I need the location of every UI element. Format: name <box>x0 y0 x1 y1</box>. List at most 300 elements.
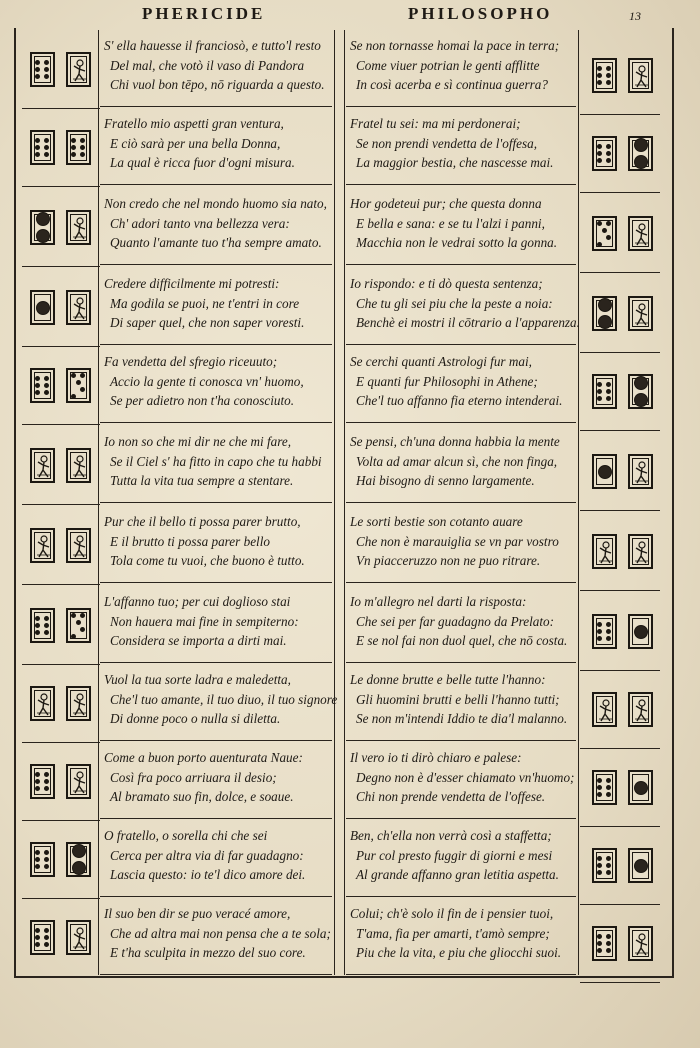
verse-line: Pur col presto fuggir di giorni e mesi <box>356 847 553 863</box>
dice-six-icon <box>592 58 617 93</box>
row-rule <box>346 582 576 583</box>
verse-line: Tola come tu vuoi, che buono è tutto. <box>110 553 305 568</box>
verse-tercet <box>104 670 337 729</box>
verse-tercet <box>350 826 559 885</box>
pip <box>44 383 49 388</box>
verse-line: E bella e sana: e se tu l'alzi i panni, <box>356 215 545 231</box>
verse-line: Fratel tu sei: ma mi perdonerai; <box>350 116 521 131</box>
row-rule <box>22 186 100 187</box>
figure-woodcut-icon <box>633 221 650 248</box>
verse-line: Se non tornasse homai la pace in terra; <box>350 38 560 53</box>
pip <box>35 786 40 791</box>
pip <box>606 941 611 946</box>
pip <box>44 630 49 635</box>
dice-figure-icon <box>628 296 653 331</box>
column-divider <box>334 30 335 975</box>
verse-line: Non credo che nel mondo huomo sia nato, <box>104 196 327 211</box>
pip <box>44 850 49 855</box>
pip <box>597 396 602 401</box>
row-rule <box>22 504 100 505</box>
verse-line: In così acerba e sì continua guerra? <box>356 77 548 92</box>
pip <box>606 792 611 797</box>
dice-one-icon <box>30 290 55 325</box>
verse-line: Le sorti bestie son cotanto auare <box>350 514 523 529</box>
pip <box>634 781 648 795</box>
pip <box>606 80 611 85</box>
dice-six-icon <box>592 374 617 409</box>
pip <box>80 613 85 618</box>
row-rule <box>100 818 332 819</box>
row-rule <box>22 108 100 109</box>
pip <box>35 145 40 150</box>
verse-line: Fa vendetta del sfregio riceuuto; <box>104 354 278 369</box>
dice-figure-icon <box>628 454 653 489</box>
figure-woodcut-icon <box>633 697 650 724</box>
row-rule <box>100 582 332 583</box>
pip <box>71 373 76 378</box>
dice-one-icon <box>628 848 653 883</box>
row-rule <box>346 106 576 107</box>
verse-line: Ch' adori tanto vna bellezza vera: <box>110 215 290 231</box>
row-rule <box>100 184 332 185</box>
figure-woodcut-icon <box>71 769 88 796</box>
verse-tercet <box>104 194 327 253</box>
row-rule <box>100 422 332 423</box>
pip <box>44 928 49 933</box>
verse-line: Che'l tuo affanno fia eterno intenderai. <box>356 393 563 408</box>
running-head-left: PHERICIDE <box>142 4 266 23</box>
pip <box>35 67 40 72</box>
verse-line: E t'ha sculpita in mezzo del suo core. <box>110 945 306 960</box>
pip <box>634 625 648 639</box>
dice-figure-icon <box>592 692 617 727</box>
verse-tercet <box>350 670 567 729</box>
dice-six-icon <box>30 368 55 403</box>
row-rule <box>346 662 576 663</box>
verse-line: Pur che il bello ti possa parer brutto, <box>104 514 301 529</box>
figure-woodcut-icon <box>633 539 650 566</box>
pip <box>598 315 612 329</box>
verse-line: Vuol la tua sorte ladra e maledetta, <box>104 672 291 687</box>
pip <box>80 627 85 632</box>
pip <box>44 864 49 869</box>
pip <box>597 73 602 78</box>
row-rule <box>580 826 660 827</box>
pip <box>597 941 602 946</box>
row-rule <box>580 272 660 273</box>
pip <box>597 870 602 875</box>
verse-tercet <box>350 36 559 95</box>
verse-tercet <box>350 352 562 411</box>
row-rule <box>346 344 576 345</box>
dice-figure-icon <box>66 290 91 325</box>
dice-figure-icon <box>66 52 91 87</box>
verse-tercet <box>350 114 553 173</box>
row-rule <box>100 662 332 663</box>
dice-six-icon <box>592 770 617 805</box>
dice-five-icon <box>592 216 617 251</box>
figure-woodcut-icon <box>71 215 88 242</box>
dice-figure-icon <box>628 692 653 727</box>
dice-figure-icon <box>628 58 653 93</box>
verse-line: Io m'allegro nel darti la risposta: <box>350 594 527 609</box>
pip <box>35 928 40 933</box>
pip <box>76 380 81 385</box>
row-rule <box>22 266 100 267</box>
verse-line: Se non m'intendi Iddio te dia'l malanno. <box>356 711 568 726</box>
verse-tercet <box>350 592 567 651</box>
figure-woodcut-icon <box>71 533 88 560</box>
pip <box>606 856 611 861</box>
row-rule <box>22 584 100 585</box>
verse-line: Al grande affanno gran letitia aspetta. <box>356 867 559 882</box>
pip <box>35 390 40 395</box>
verse-tercet <box>104 352 304 411</box>
pip <box>606 870 611 875</box>
row-rule <box>580 590 660 591</box>
row-rule <box>100 974 332 975</box>
pip <box>80 145 85 150</box>
verse-line: Piu che la vita, e piu che gliocchi suoi. <box>356 945 562 960</box>
verse-line: Volta ad amar alcun sì, che non finga, <box>356 453 558 469</box>
verse-line: E quanti fur Philosophi in Athene; <box>356 373 538 389</box>
row-rule <box>580 510 660 511</box>
pip <box>44 935 49 940</box>
verse-line: Che sei per far guadagno da Prelato: <box>356 613 555 629</box>
verse-line: Che'l tuo amante, il tuo diuo, il tuo signore <box>110 691 338 707</box>
row-rule <box>580 192 660 193</box>
pip <box>634 376 648 390</box>
pip <box>71 634 76 639</box>
figure-woodcut-icon <box>633 63 650 90</box>
pip <box>35 152 40 157</box>
page-number: 13 <box>629 9 641 23</box>
pip <box>606 622 611 627</box>
dice-six-icon <box>66 130 91 165</box>
row-rule <box>580 670 660 671</box>
pip <box>597 221 602 226</box>
pip <box>606 66 611 71</box>
dice-figure-icon <box>30 686 55 721</box>
pip <box>44 857 49 862</box>
verse-tercet <box>104 826 305 885</box>
pip <box>35 857 40 862</box>
figure-woodcut-icon <box>71 691 88 718</box>
verse-line: Così fra poco arriuara il desio; <box>110 769 277 785</box>
dice-figure-icon <box>30 528 55 563</box>
dice-six-icon <box>592 136 617 171</box>
verse-line: Gli huomini brutti e belli l'hanno tutti; <box>356 691 560 707</box>
verse-line: Al bramato suo fin, dolce, e soaue. <box>110 789 294 804</box>
dice-two-icon <box>592 296 617 331</box>
pip <box>36 212 50 226</box>
dice-six-icon <box>30 764 55 799</box>
verse-tercet <box>104 432 322 491</box>
verse-line: S' ella hauesse il franciosò, e tutto'l resto <box>104 38 321 53</box>
pip <box>44 390 49 395</box>
row-rule <box>22 898 100 899</box>
verse-line: Colui; ch'è solo il fin de i pensier tuoi, <box>350 906 554 921</box>
pip <box>606 235 611 240</box>
pip <box>598 298 612 312</box>
row-rule <box>22 976 100 977</box>
dice-one-icon <box>592 454 617 489</box>
figure-woodcut-icon <box>71 57 88 84</box>
pip <box>76 620 81 625</box>
dice-one-icon <box>628 770 653 805</box>
dice-six-icon <box>592 848 617 883</box>
pip <box>35 850 40 855</box>
row-rule <box>100 344 332 345</box>
row-rule <box>22 664 100 665</box>
pip <box>597 382 602 387</box>
verse-line: Benchè ei mostri il cōtrario a l'apparenza. <box>356 315 580 330</box>
pip <box>35 779 40 784</box>
verse-tercet <box>104 114 295 173</box>
figure-woodcut-icon <box>633 459 650 486</box>
dice-figure-icon <box>66 686 91 721</box>
pip <box>606 73 611 78</box>
verse-line: Chi vuol bon tēpo, nō riguarda a questo. <box>110 77 325 92</box>
dice-six-icon <box>592 926 617 961</box>
pip <box>606 144 611 149</box>
row-rule <box>346 740 576 741</box>
pip <box>597 863 602 868</box>
dice-figure-icon <box>628 534 653 569</box>
row-rule <box>22 346 100 347</box>
verse-line: Chi non prende vendetta de l'offese. <box>356 789 546 804</box>
pip <box>72 861 86 875</box>
pip <box>35 616 40 621</box>
verse-line: La maggior bestia, che nascesse mai. <box>356 155 554 170</box>
verse-line: Ma godila se puoi, ne t'entri in core <box>110 295 300 311</box>
row-rule <box>100 740 332 741</box>
row-rule <box>580 904 660 905</box>
verse-line: Credere difficilmente mi potresti: <box>104 276 280 291</box>
pip <box>606 221 611 226</box>
pip <box>72 844 86 858</box>
dice-figure-icon <box>592 534 617 569</box>
pip <box>44 138 49 143</box>
dice-six-icon <box>30 920 55 955</box>
pip <box>44 60 49 65</box>
pip <box>606 636 611 641</box>
row-rule <box>346 818 576 819</box>
verse-line: Fratello mio aspetti gran ventura, <box>104 116 284 131</box>
figure-woodcut-icon <box>597 697 614 724</box>
pip <box>71 145 76 150</box>
row-rule <box>580 114 660 115</box>
verse-line: Quanto l'amante tuo t'ha sempre amato. <box>110 235 322 250</box>
verse-line: T'ama, fia per amarti, t'amò sempre; <box>356 925 550 941</box>
verse-tercet <box>350 512 559 571</box>
pip <box>597 242 602 247</box>
figure-woodcut-icon <box>633 931 650 958</box>
dice-six-icon <box>30 130 55 165</box>
verse-line: Macchia non le vedrai sotto la gonna. <box>356 235 558 250</box>
verse-line: Hai bisogno di senno largamente. <box>356 473 535 488</box>
verse-line: Come viuer potrian le genti afflitte <box>356 57 540 73</box>
pip <box>606 158 611 163</box>
verse-line: Il suo ben dir se puo veracé amore, <box>104 906 291 921</box>
pip <box>80 387 85 392</box>
pip <box>80 152 85 157</box>
pip <box>36 229 50 243</box>
pip <box>80 138 85 143</box>
verse-tercet <box>104 748 303 807</box>
pip <box>44 67 49 72</box>
pip <box>44 786 49 791</box>
pip <box>597 158 602 163</box>
pip <box>597 948 602 953</box>
verse-line: Come a buon porto auenturata Naue: <box>104 750 303 765</box>
verse-line: L'affanno tuo; per cui doglioso stai <box>104 594 291 609</box>
pip <box>597 778 602 783</box>
row-rule <box>100 264 332 265</box>
pip <box>44 376 49 381</box>
pip <box>44 623 49 628</box>
pip <box>71 613 76 618</box>
verse-tercet <box>104 904 331 963</box>
pip <box>597 622 602 627</box>
dice-two-icon <box>628 136 653 171</box>
pip <box>44 145 49 150</box>
dice-six-icon <box>592 614 617 649</box>
verse-line: Vn piacceruzzo non ne puo ritrare. <box>356 553 541 568</box>
row-rule <box>100 106 332 107</box>
verse-line: Di saper quel, che non saper voresti. <box>110 315 305 330</box>
pip <box>606 396 611 401</box>
row-rule <box>100 502 332 503</box>
row-rule <box>580 982 660 983</box>
row-rule <box>346 422 576 423</box>
verse-line: Lascia questo: io te'l dico amore dei. <box>110 867 306 882</box>
verse-tercet <box>350 748 574 807</box>
pip <box>606 151 611 156</box>
pip <box>597 934 602 939</box>
figure-woodcut-icon <box>71 453 88 480</box>
pip <box>634 155 648 169</box>
figure-woodcut-icon <box>633 301 650 328</box>
dice-figure-icon <box>628 926 653 961</box>
dice-one-icon <box>628 614 653 649</box>
row-rule <box>100 896 332 897</box>
row-rule <box>580 430 660 431</box>
pip <box>35 74 40 79</box>
figure-woodcut-icon <box>71 295 88 322</box>
column-divider <box>578 30 579 975</box>
verse-line: Del mal, che votò il vaso di Pandora <box>110 57 305 73</box>
pip <box>36 301 50 315</box>
verse-line: Accio la gente ti conosca vn' huomo, <box>110 373 304 389</box>
dice-figure-icon <box>66 920 91 955</box>
pip <box>44 74 49 79</box>
dice-figure-icon <box>66 764 91 799</box>
pip <box>80 373 85 378</box>
verse-line: E ciò sarà per una bella Donna, <box>110 135 281 151</box>
verse-line: Il vero io ti dirò chiaro e palese: <box>350 750 522 765</box>
verse-line: Che tu gli sei piu che la peste a noia: <box>356 295 553 311</box>
dice-figure-icon <box>628 216 653 251</box>
verse-line: Se non prendi vendetta de l'offesa, <box>356 135 538 151</box>
pip <box>606 389 611 394</box>
verse-line: Se per adietro non t'ha conosciuto. <box>110 393 294 408</box>
pip <box>44 152 49 157</box>
dice-five-icon <box>66 368 91 403</box>
pip <box>606 863 611 868</box>
verse-line: O fratello, o sorella chi che sei <box>104 828 268 843</box>
verse-tercet <box>104 592 299 651</box>
dice-figure-icon <box>66 210 91 245</box>
figure-woodcut-icon <box>35 533 52 560</box>
verse-tercet <box>350 904 561 963</box>
verse-line: Le donne brutte e belle tutte l'hanno: <box>350 672 546 687</box>
verse-line: Se pensi, ch'una donna habbia la mente <box>350 434 560 449</box>
pip <box>35 60 40 65</box>
pip <box>598 465 612 479</box>
dice-six-icon <box>30 842 55 877</box>
verse-line: Ben, ch'ella non verrà così a staffetta; <box>350 828 552 843</box>
pip <box>597 80 602 85</box>
pip <box>634 859 648 873</box>
verse-line: E se nol fai non duol quel, che nō costa. <box>356 633 568 648</box>
dice-six-icon <box>30 608 55 643</box>
verse-line: Io rispondo: e ti dò questa sentenza; <box>350 276 543 291</box>
dice-figure-icon <box>30 448 55 483</box>
pip <box>597 629 602 634</box>
pip <box>35 138 40 143</box>
row-rule <box>580 352 660 353</box>
verse-line: Hor godeteui pur; che questa donna <box>350 196 542 211</box>
pip <box>35 376 40 381</box>
pip <box>597 785 602 790</box>
pip <box>606 382 611 387</box>
verse-line: Tutta la vita tua sempre a stentare. <box>110 473 294 488</box>
row-rule <box>22 820 100 821</box>
pip <box>71 152 76 157</box>
verse-line: Cerca per altra via di far guadagno: <box>110 847 304 863</box>
pip <box>634 138 648 152</box>
pip <box>44 772 49 777</box>
pip <box>606 629 611 634</box>
row-rule <box>580 748 660 749</box>
pip <box>606 934 611 939</box>
figure-woodcut-icon <box>35 691 52 718</box>
verse-line: E il brutto ti possa parer bello <box>110 533 270 549</box>
verse-line: Degno non è d'esser chiamato vn'huomo; <box>356 769 575 785</box>
verse-tercet <box>104 274 304 333</box>
pip <box>35 383 40 388</box>
pip <box>35 630 40 635</box>
pip <box>44 942 49 947</box>
pip <box>597 856 602 861</box>
pip <box>44 616 49 621</box>
column-divider <box>344 30 345 975</box>
column-divider <box>98 30 99 975</box>
pip <box>597 144 602 149</box>
row-rule <box>22 742 100 743</box>
row-rule <box>346 502 576 503</box>
running-head-right: PHILOSOPHO <box>408 4 553 23</box>
verse-line: Che non è marauiglia se vn par vostro <box>356 533 559 549</box>
pip <box>35 623 40 628</box>
verse-line: Io non so che mi dir ne che mi fare, <box>104 434 292 449</box>
verse-line: Se cerchi quanti Astrologi fur mai, <box>350 354 532 369</box>
pip <box>597 389 602 394</box>
verse-line: Se il Ciel s' ha fitto in capo che tu habbi <box>110 453 322 469</box>
pip <box>44 779 49 784</box>
dice-six-icon <box>30 52 55 87</box>
